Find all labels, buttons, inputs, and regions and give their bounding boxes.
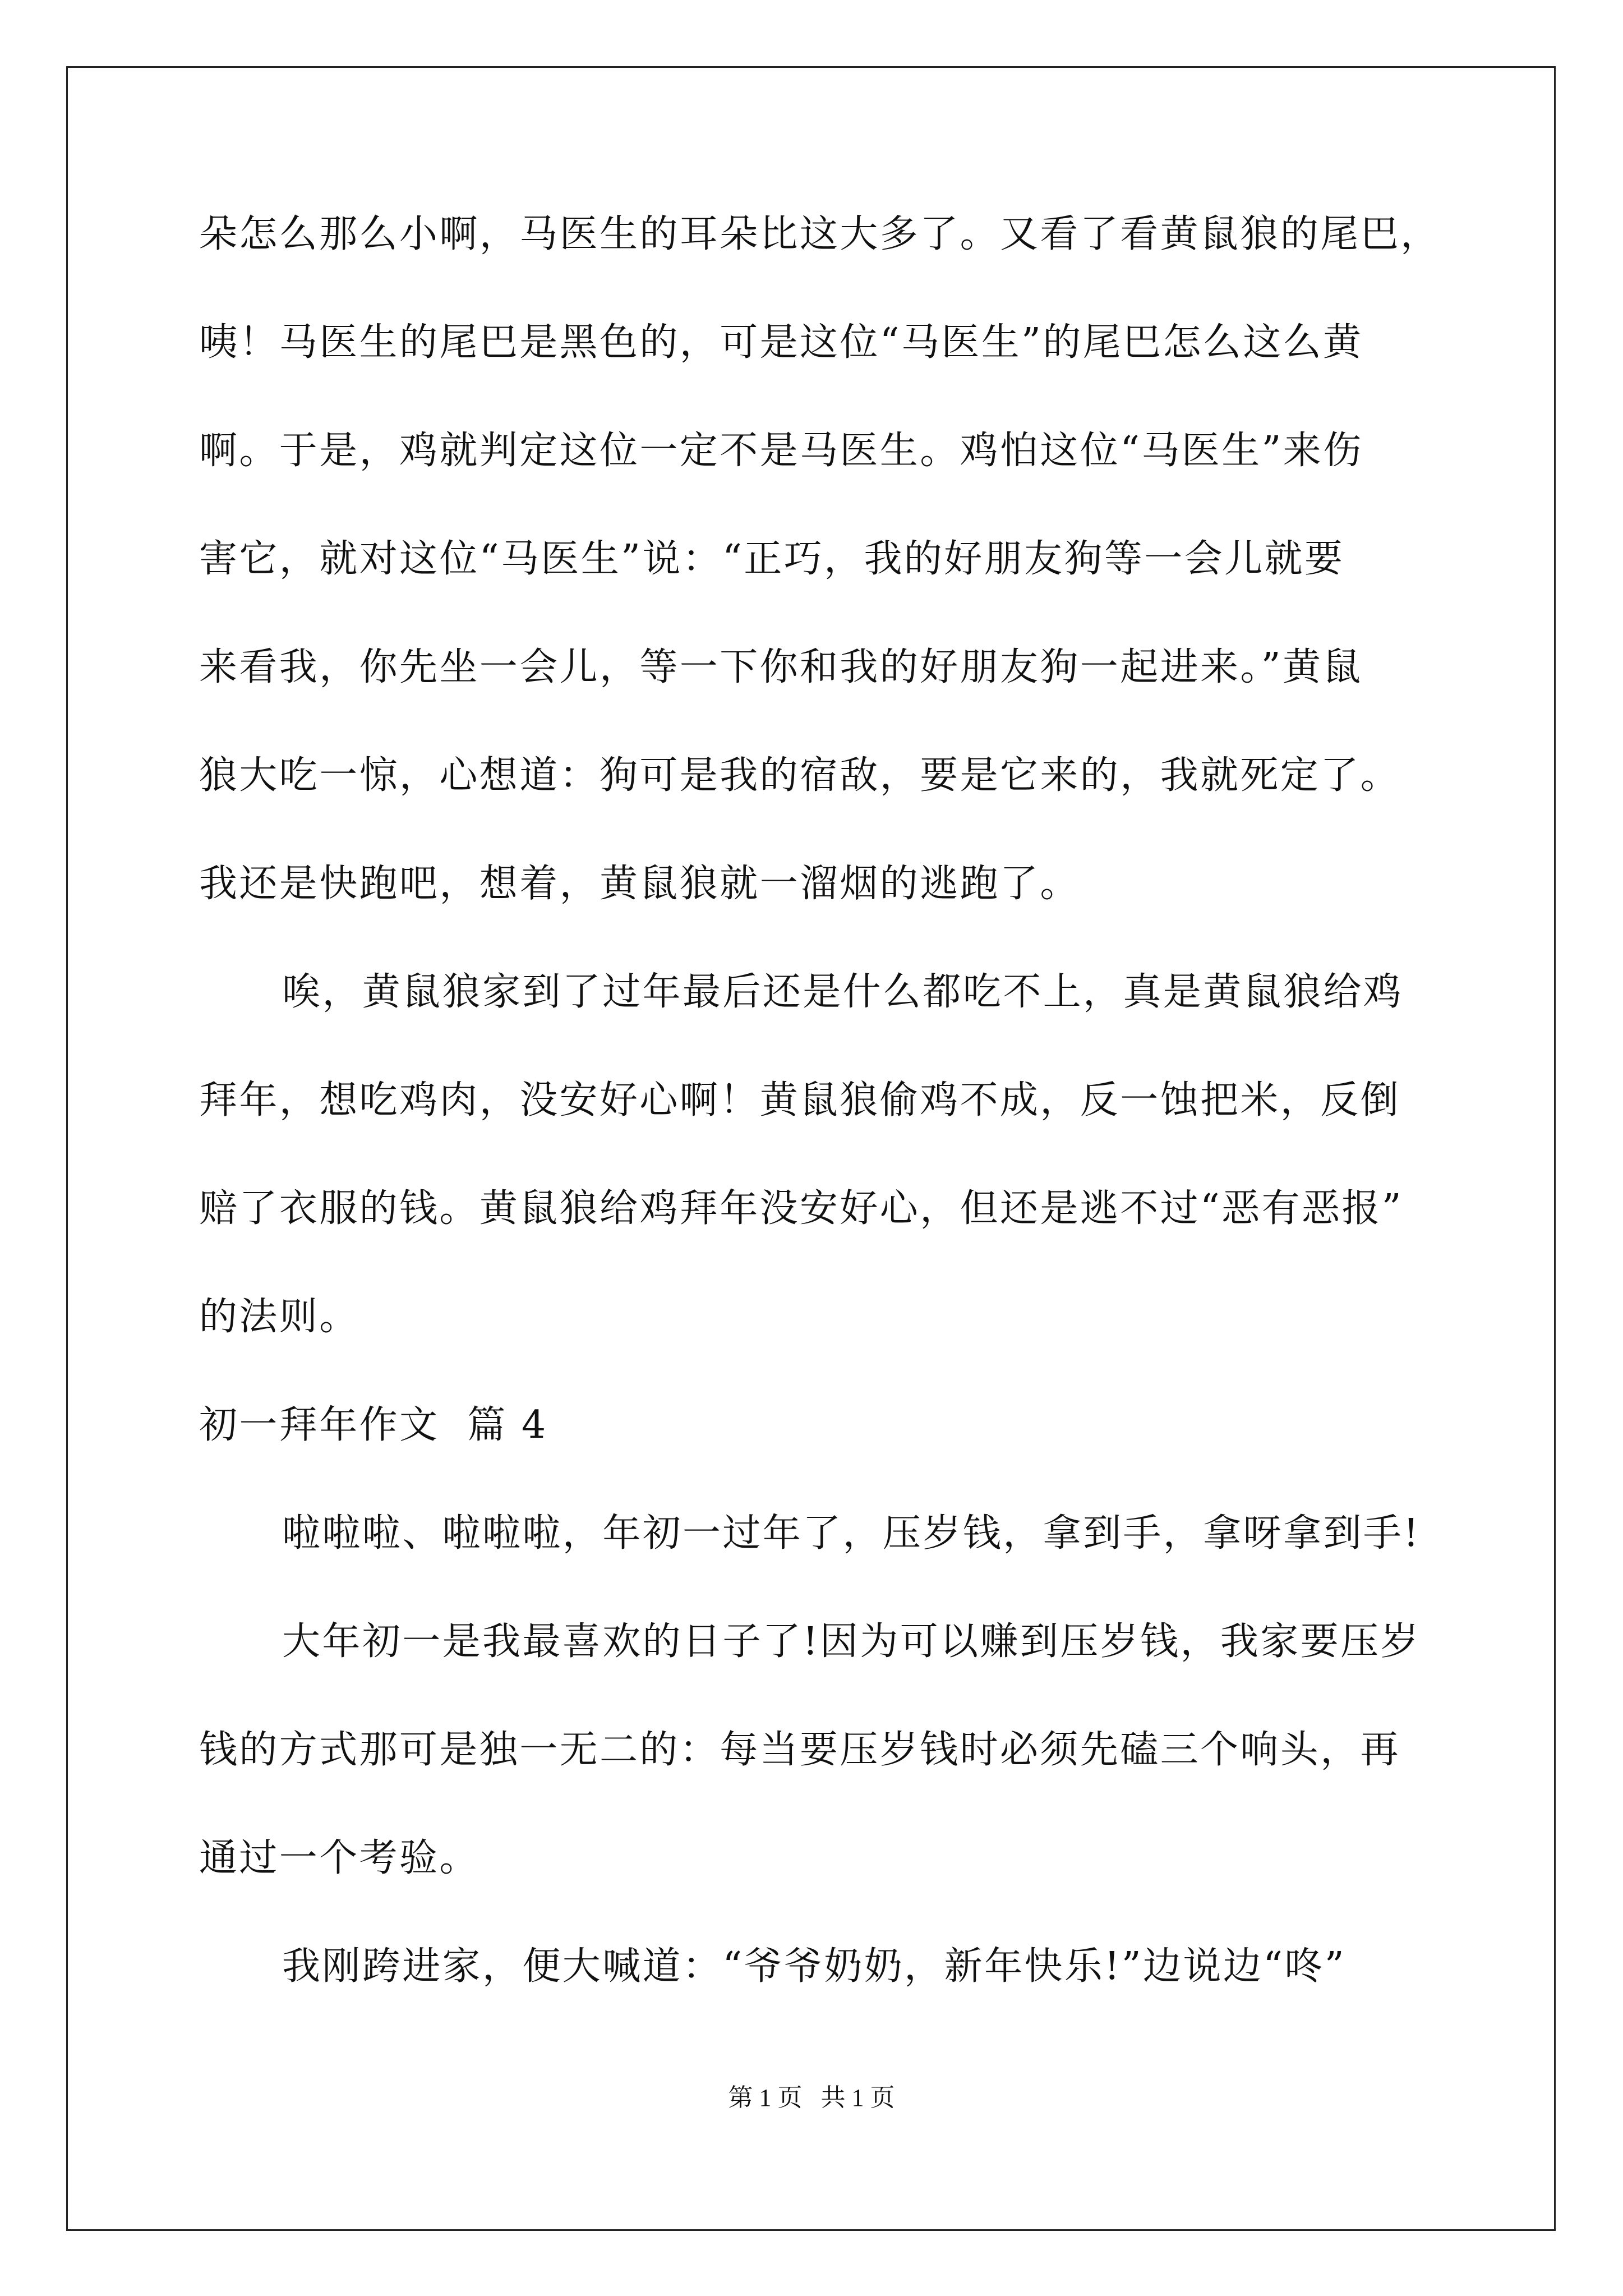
- text-line-5: 来看我，你先坐一会儿，等一下你和我的好朋友狗一起进来。”黄鼠: [199, 645, 1363, 689]
- text-line-7: 我还是快跑吧，想着，黄鼠狼就一溜烟的逃跑了。: [199, 862, 1080, 906]
- text-line-9: 拜年，想吃鸡肉，没安好心啊！黄鼠狼偷鸡不成，反一蚀把米，反倒: [199, 1078, 1401, 1122]
- text-line-8: 唉，黄鼠狼家到了过年最后还是什么都吃不上，真是黄鼠狼给鸡: [282, 970, 1404, 1014]
- text-line-1: 朵怎么那么小啊，马医生的耳朵比这大多了。又看了看黄鼠狼的尾巴，: [199, 212, 1441, 256]
- section-heading: 初一拜年作文 篇 4: [199, 1403, 548, 1447]
- text-line-4: 害它，就对这位“马医生”说：“正巧，我的好朋友狗等一会儿就要: [199, 537, 1345, 581]
- text-line-13: 啦啦啦、啦啦啦，年初一过年了，压岁钱，拿到手，拿呀拿到手!: [282, 1511, 1421, 1556]
- text-line-11: 的法则。: [199, 1295, 359, 1339]
- text-line-17: 我刚跨进家，便大喊道：“爷爷奶奶，新年快乐!”边说边“咚”: [282, 1944, 1346, 1989]
- text-line-10: 赔了衣服的钱。黄鼠狼给鸡拜年没安好心，但还是逃不过“恶有恶报”: [199, 1186, 1403, 1231]
- text-line-6: 狼大吃一惊，心想道：狗可是我的宿敌，要是它来的，我就死定了。: [199, 753, 1401, 798]
- document-body: [199, 208, 1441, 2048]
- text-line-2: 咦！马医生的尾巴是黑色的，可是这位“马医生”的尾巴怎么这么黄: [199, 320, 1363, 365]
- text-line-15: 钱的方式那可是独一无二的：每当要压岁钱时必须先磕三个响头，再: [199, 1728, 1401, 1772]
- text-line-16: 通过一个考验。: [199, 1836, 479, 1880]
- page-footer: 第 1 页 共 1 页: [728, 2084, 895, 2111]
- text-line-14: 大年初一是我最喜欢的日子了!因为可以赚到压岁钱，我家要压岁: [282, 1619, 1421, 1664]
- text-line-3: 啊。于是，鸡就判定这位一定不是马医生。鸡怕这位“马医生”来伤: [199, 429, 1363, 473]
